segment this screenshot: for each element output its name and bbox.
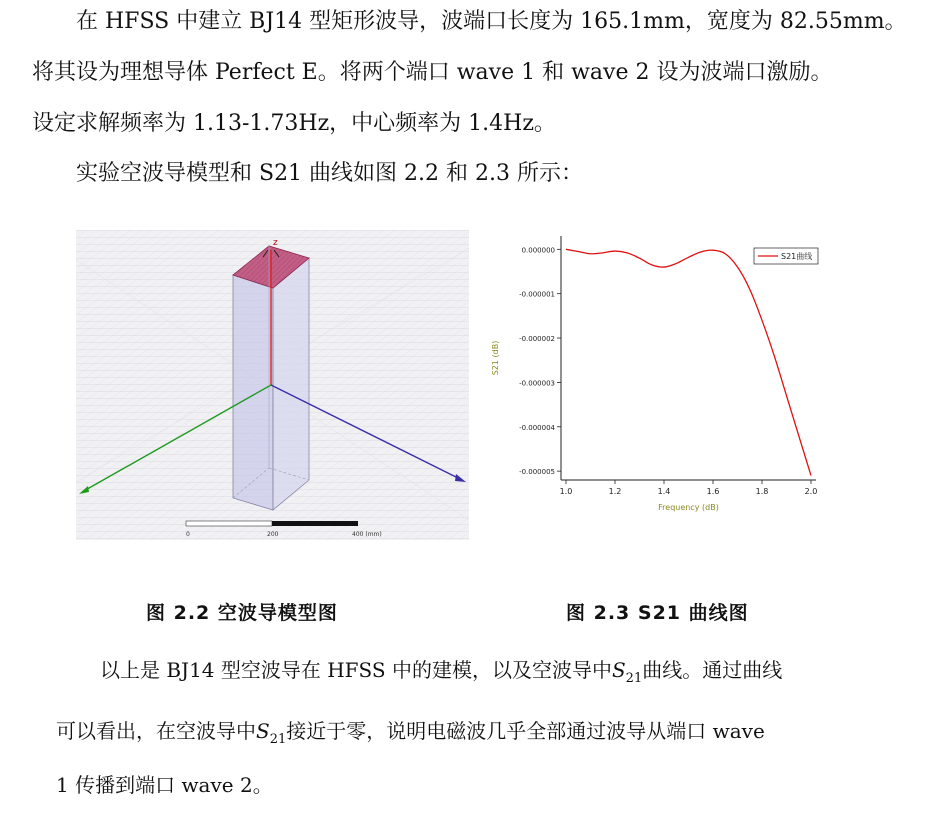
waveguide-model-figure — [76, 230, 469, 540]
p3-line1-text-a: 以上是 BJ14 型空波导在 HFSS 中的建模，以及空波导中 — [100, 658, 612, 682]
paragraph-1-line-2: 将其设为理想导体 Perfect E。将两个端口 wave 1 和 wave 2 设为波端口激励。 — [32, 60, 833, 85]
s21-chart — [486, 228, 826, 518]
y-tick-label: -0.000004 — [519, 423, 555, 432]
x-tick-label: 1.0 — [559, 487, 573, 496]
x-tick-label: 1.6 — [706, 487, 720, 496]
p3-line2-subscript: 21 — [269, 732, 287, 747]
paragraph-1-line-1: 在 HFSS 中建立 BJ14 型矩形波导，波端口长度为 165.1mm，宽度为 82.55mm。 — [76, 9, 907, 34]
y-tick-label: -0.000002 — [519, 335, 555, 344]
s21-chart-figure — [486, 228, 826, 518]
waveguide-model-drawing — [76, 230, 469, 540]
p3-line2-text-b: 接近于零，说明电磁波几乎全部通过波导从端口 wave — [286, 719, 765, 743]
z-axis-label: z — [273, 238, 278, 248]
x-tick-label: 1.2 — [608, 487, 622, 496]
scale-bar-white — [186, 521, 272, 526]
x-axis-title: Frequency (dB) — [658, 503, 719, 512]
waveguide-side-face — [273, 258, 309, 510]
p3-line1-text-b: 曲线。通过曲线 — [642, 658, 783, 682]
p3-line2-symbol: S — [256, 719, 270, 743]
p3-line2-text-a: 可以看出，在空波导中 — [56, 719, 256, 743]
legend-label: S21曲线 — [781, 252, 813, 261]
scale-tick-0: 0 — [186, 531, 190, 538]
scale-tick-400: 400 (mm) — [352, 531, 382, 538]
waveguide-front-face — [233, 275, 273, 510]
scale-tick-200: 200 — [267, 531, 279, 538]
y-axis-title: S21 (dB) — [491, 340, 500, 376]
caption-figure-2-2: 图 2.2 空波导模型图 — [146, 602, 338, 624]
paragraph-1-line-3: 设定求解频率为 1.13-1.73Hz，中心频率为 1.4Hz。 — [32, 111, 556, 136]
y-tick-label: -0.000001 — [519, 290, 555, 299]
scale-bar-black — [272, 521, 358, 526]
caption-figure-2-3: 图 2.3 S21 曲线图 — [566, 602, 749, 624]
paragraph-3-line-2 — [56, 715, 765, 756]
p3-line1-subscript: 21 — [625, 671, 643, 686]
series-line-s21 — [566, 249, 811, 475]
x-tick-label: 1.4 — [657, 487, 671, 496]
p3-line1-symbol: S — [611, 658, 626, 682]
y-tick-label: 0.000000 — [521, 246, 555, 255]
y-tick-label: -0.000005 — [519, 468, 555, 477]
paragraph-2: 实验空波导模型和 S21 曲线如图 2.2 和 2.3 所示： — [76, 161, 584, 186]
paragraph-3-line-1 — [100, 654, 782, 695]
x-tick-label: 2.0 — [804, 487, 818, 496]
y-tick-label: -0.000003 — [519, 379, 555, 388]
x-tick-label: 1.8 — [755, 487, 769, 496]
paragraph-3-line-3: 1 传播到端口 wave 2。 — [56, 773, 273, 797]
